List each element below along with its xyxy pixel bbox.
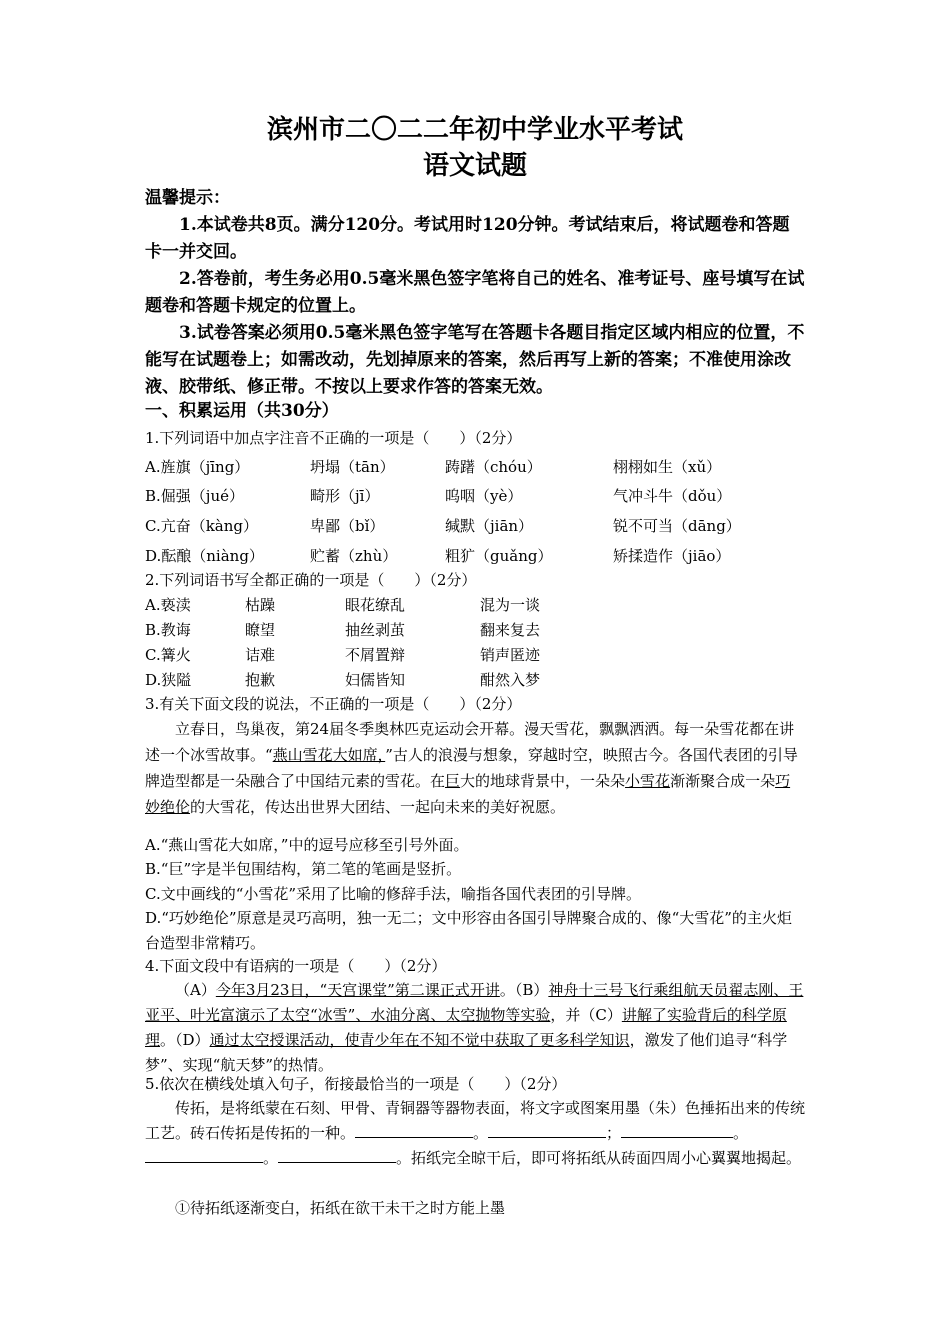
- q2-c-word-1: C.篝火: [145, 646, 191, 664]
- q5-passage: [145, 1096, 805, 1171]
- q3-underlined-char: 巨: [445, 772, 461, 790]
- exam-subtitle: 语文试题: [422, 151, 527, 181]
- q3-stem: 3.有关下面文段的说法，不正确的一项是（ ）（2分）: [145, 695, 522, 713]
- q1-a-word-2: 坍塌（tān）: [310, 458, 395, 476]
- q3-passage-text: 大的地球背景中，一朵朵: [460, 772, 626, 790]
- q1-c-word-4: 锐不可当（dāng）: [613, 517, 741, 535]
- q2-c-word-4: 销声匿迹: [480, 646, 541, 664]
- q3-underlined-xiaoxuehua: 小雪花: [625, 772, 671, 790]
- q2-a-word-2: 枯躁: [245, 596, 276, 614]
- q3-option-a: A.“燕山雪花大如席，”中的逗号应移至引号外面。: [145, 836, 469, 854]
- q4-passage: [145, 978, 805, 1078]
- q1-b-word-1: B.倔强（jué）: [145, 487, 244, 505]
- q2-b-word-4: 翻来复去: [480, 621, 541, 639]
- q5-passage-tail: 。拓纸完全晾干后，即可将拓纸从砖面四周小心翼翼地揭起。: [396, 1149, 802, 1167]
- q5-blank-4[interactable]: [145, 1146, 263, 1163]
- q1-c-word-3: 缄默（jiān）: [445, 517, 534, 535]
- q4-sentence-a: 今年3月23日，“天宫课堂”第二课正式开讲: [215, 981, 500, 999]
- exam-title: 滨州市二〇二二年初中学业水平考试: [266, 115, 683, 145]
- q5-blank-2[interactable]: [488, 1121, 606, 1138]
- q3-passage-text: 的大雪花，传达出世界大团结、一起向未来的美好祝愿。: [190, 798, 566, 816]
- q1-stem: 1.下列词语中加点字注音不正确的一项是（ ）（2分）: [145, 429, 522, 447]
- notice-heading: 温馨提示：: [145, 188, 230, 208]
- q2-a-word-4: 混为一谈: [480, 596, 541, 614]
- q5-item-1: ①待拓纸逐渐变白，拓纸在欲干未干之时方能上墨: [175, 1199, 506, 1217]
- q3-option-d: D.“巧妙绝伦”原意是灵巧高明，独一无二；文中形容由各国引导牌聚合成的、像“大雪花”的主火炬台造型非常精巧。: [145, 909, 792, 952]
- q3-passage-text: ”古人的浪漫与想象，穿越时空，映照古今。各国代表团的引导牌造型都是一朵融合了中国结元素的雪花。在: [145, 746, 798, 790]
- q3-option-b: B.“巨”字是半包围结构，第二笔的笔画是竖折。: [145, 860, 462, 878]
- q1-c-word-1: C.亢奋（kàng）: [145, 517, 259, 535]
- q1-d-word-3: 粗犷（guǎng）: [445, 547, 553, 565]
- q4-stem: 4.下面文段中有语病的一项是（ ）（2分）: [145, 957, 447, 975]
- q1-d-word-1: D.酝酿（niàng）: [145, 547, 264, 565]
- q2-stem: 2.下列词语书写全都正确的一项是（ ）（2分）: [145, 571, 477, 589]
- q2-a-word-1: A.亵渎: [145, 596, 191, 614]
- q1-a-word-4: 栩栩如生（xǔ）: [613, 458, 722, 476]
- q2-d-word-2: 抱歉: [245, 671, 276, 689]
- notice-item-1: 1.本试卷共8页。满分120分。考试用时120分钟。考试结束后，将试题卷和答题卡一并交回。: [145, 215, 790, 262]
- q2-d-word-1: D.狭隘: [145, 671, 192, 689]
- q2-c-word-3: 不屑置辩: [345, 646, 406, 664]
- q1-b-word-4: 气冲斗牛（dǒu）: [613, 487, 732, 505]
- q4-tag-d: 。（D）: [160, 1031, 210, 1049]
- q3-underlined-qiaomiao: 巧妙绝伦: [145, 772, 791, 816]
- q5-punct: 。: [733, 1124, 749, 1142]
- q2-d-word-4: 酣然入梦: [480, 671, 541, 689]
- q2-d-word-3: 妇儒皆知: [345, 671, 406, 689]
- q4-sentence-c: 讲解了实验背后的科学原理: [145, 1006, 787, 1049]
- q5-passage-text: 传拓，是将纸蒙在石刻、甲骨、青铜器等器物表面，将文字或图案用墨（朱）色捶拓出来的传统工艺。砖石传拓是传拓的一种。: [145, 1099, 806, 1142]
- q4-passage-tail: ，激发了他们追寻“科学梦”、实现“航天梦”的热情。: [145, 1031, 788, 1074]
- q5-stem: 5.依次在横线处填入句子，衔接最恰当的一项是（ ）（2分）: [145, 1075, 567, 1093]
- q4-tag-c: ，并（C）: [550, 1006, 622, 1024]
- q1-a-word-1: A.旌旗（jīng）: [145, 458, 250, 476]
- q3-passage-text: 立春日，鸟巢夜，第24届冬季奥林匹克运动会开幕。漫天雪花，飘飘洒洒。每一朵雪花都在讲述一个冰雪故事。“: [145, 720, 795, 764]
- q2-b-word-2: 瞭望: [245, 621, 276, 639]
- q4-sentence-b: 神舟十三号飞行乘组航天员翟志刚、王亚平、叶光富演示了太空“冰雪”、水油分离、太空抛物等实验: [145, 981, 804, 1024]
- q2-b-word-1: B.教诲: [145, 621, 191, 639]
- q5-blank-1[interactable]: [355, 1121, 473, 1138]
- q5-blank-5[interactable]: [278, 1146, 396, 1163]
- q3-passage: [145, 716, 805, 820]
- q4-tag-b: 。（B）: [499, 981, 549, 999]
- q5-punct: 。: [263, 1149, 279, 1167]
- q4-sentence-d: 通过太空授课活动，使青少年在不知不觉中获取了更多科学知识: [209, 1031, 630, 1049]
- q5-blank-3[interactable]: [621, 1121, 733, 1138]
- q1-d-word-4: 矫揉造作（jiāo）: [613, 547, 731, 565]
- q3-option-c: C.文中画线的“小雪花”采用了比喻的修辞手法，喻指各国代表团的引导牌。: [145, 885, 642, 903]
- q1-c-word-2: 卑鄙（bǐ）: [310, 517, 385, 535]
- q3-underlined-quote: 燕山雪花大如席，: [272, 746, 386, 764]
- q2-b-word-3: 抽丝剥茧: [345, 621, 406, 639]
- notice-item-2: 2.答卷前，考生务必用0.5毫米黑色签字笔将自己的姓名、准考证号、座号填写在试题卷和答题卡规定的位置上。: [145, 269, 805, 316]
- q2-c-word-2: 诘难: [245, 646, 276, 664]
- q4-tag-a: （A）: [175, 981, 216, 999]
- q2-a-word-3: 眼花缭乱: [345, 596, 406, 614]
- q3-passage-text: 渐渐聚合成一朵: [670, 772, 776, 790]
- section-heading: 一、积累运用（共30分）: [145, 401, 339, 421]
- q5-punct: 。: [473, 1124, 489, 1142]
- q1-a-word-3: 踌躇（chóu）: [445, 458, 542, 476]
- q1-d-word-2: 贮蓄（zhù）: [310, 547, 398, 565]
- q5-punct: ；: [606, 1124, 622, 1142]
- q1-b-word-3: 呜咽（yè）: [445, 487, 523, 505]
- q1-b-word-2: 畸形（jī）: [310, 487, 380, 505]
- notice-item-3: 3.试卷答案必须用0.5毫米黑色签字笔写在答题卡各题目指定区域内相应的位置，不能写在试题卷上；如需改动，先划掉原来的答案，然后再写上新的答案；不准使用涂改液、胶带纸、修正带。不按以上要求作答的答案无效。: [145, 323, 805, 397]
